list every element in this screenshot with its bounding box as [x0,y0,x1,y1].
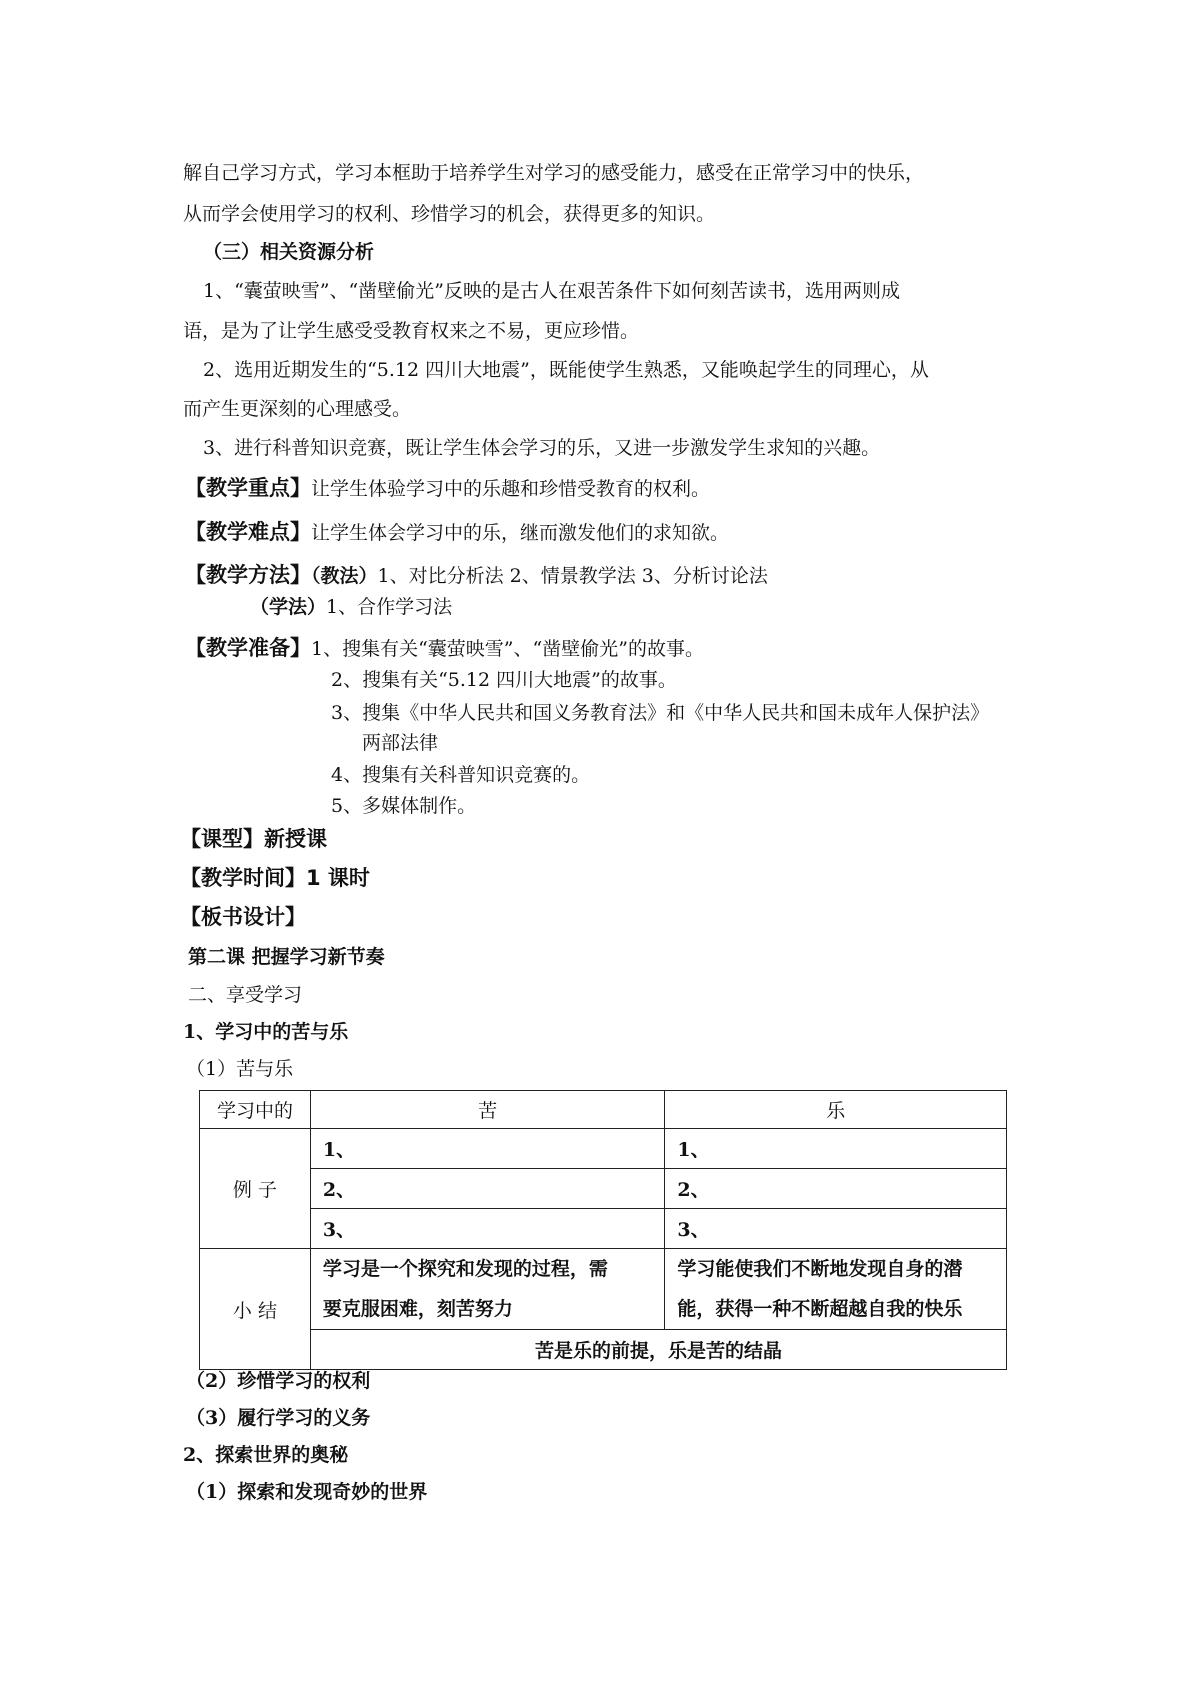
methods [185,563,768,588]
preparation [185,636,704,661]
examples-label: 例 子 [200,1129,311,1249]
intro-line-1: 解自己学习方式，学习本框助于培养学生对学习的感受能力，感受在正常学习中的快乐， [183,162,925,184]
preparation-item-4: 4、搜集有关科普知识竞赛的。 [331,764,591,786]
methods-label: 【教学方法】 [185,563,311,587]
example-3-bitter: 3、 [310,1209,665,1249]
preparation-label: 【教学准备】 [185,636,311,660]
example-1-joy: 1、 [665,1129,1007,1169]
bitter-joy-table [199,1090,1007,1370]
teach-method-text: 1、对比分析法 2、情景教学法 3、分析讨论法 [377,565,768,587]
example-2-joy: 2、 [665,1169,1007,1209]
resource-1-line-1: 1、“囊萤映雪”、“凿壁偷光”反映的是古人在艰苦条件下如何刻苦读书，选用两则成 [203,280,900,302]
preparation-item-3-line-2: 两部法律 [362,732,439,754]
key-point [185,476,710,501]
resource-2-line-2: 而产生更深刻的心理感受。 [183,398,412,420]
difficult-point [185,520,729,545]
difficult-point-text: 让学生体会学习中的乐，继而激发他们的求知欲。 [311,522,730,544]
summary-bitter-line-2: 要克服困难，刻苦努力 [322,1298,513,1320]
resource-1-line-2: 语，是为了让学生感受受教育权来之不易，更应珍惜。 [183,320,640,342]
table-row [200,1330,1007,1370]
table-corner-cell: 学习中的 [200,1091,311,1129]
key-point-label: 【教学重点】 [185,476,311,500]
example-1-bitter: 1、 [310,1129,665,1169]
preparation-item-2: 2、搜集有关“5.12 四川大地震”的故事。 [331,669,677,691]
intro-line-2: 从而学会使用学习的权利、珍惜学习的机会，获得更多的知识。 [183,203,716,225]
teach-method-label: （教法） [311,565,378,587]
summary-joy-line-2: 能，获得一种不断超越自我的快乐 [677,1298,963,1320]
table-conclusion: 苦是乐的前提，乐是苦的结晶 [310,1330,1006,1370]
lesson-time: 【教学时间】1 课时 [180,866,370,890]
preparation-item-3-line-1: 3、搜集《中华人民共和国义务教育法》和《中华人民共和国未成年人保护法》 [331,702,990,724]
key-point-text: 让学生体验学习中的乐趣和珍惜受教育的权利。 [311,478,711,500]
example-3-joy: 3、 [665,1209,1007,1249]
outline-sub-2-1: （1）探索和发现奇妙的世界 [186,1481,428,1503]
table-row [200,1209,1007,1249]
example-2-bitter: 2、 [310,1169,665,1209]
summary-bitter-line-1: 学习是一个探究和发现的过程，需 [322,1258,608,1280]
outline-sub-2: 2、探索世界的奥秘 [183,1444,349,1466]
learn-method [250,595,452,619]
resource-2-line-1: 2、选用近期发生的“5.12 四川大地震”，既能使学生熟悉，又能唤起学生的同理心，从 [203,359,929,381]
outline-section: 二、享受学习 [188,984,303,1006]
summary-bitter [310,1249,665,1330]
outline-sub-1: 1、学习中的苦与乐 [183,1021,349,1043]
table-header-row [200,1091,1007,1129]
board-design-heading: 【板书设计】 [180,905,306,929]
summary-joy-line-1: 学习能使我们不断地发现自身的潜 [677,1258,963,1280]
outline-sub-1-1: （1）苦与乐 [186,1058,294,1080]
resources-heading: （三）相关资源分析 [203,241,375,263]
lesson-type: 【课型】新授课 [180,827,327,851]
table-row [200,1129,1007,1169]
outline-sub-1-3: （3）履行学习的义务 [186,1407,371,1429]
summary-joy [665,1249,1007,1330]
difficult-point-label: 【教学难点】 [185,520,311,544]
table-row [200,1249,1007,1330]
summary-label: 小 结 [200,1249,311,1370]
table-joy-header: 乐 [665,1091,1007,1129]
learn-method-label: （学法） [250,596,327,618]
table-bitter-header: 苦 [310,1091,665,1129]
learn-method-text: 1、合作学习法 [326,596,453,618]
preparation-item-5: 5、多媒体制作。 [331,795,477,817]
resource-3: 3、进行科普知识竞赛，既让学生体会学习的乐，又进一步激发学生求知的兴趣。 [203,437,881,459]
outline-sub-1-2: （2）珍惜学习的权利 [186,1370,371,1392]
outline-lesson-title: 第二课 把握学习新节奏 [188,946,385,968]
preparation-item-1: 1、搜集有关“囊萤映雪”、“凿壁偷光”的故事。 [311,638,704,660]
table-row [200,1169,1007,1209]
